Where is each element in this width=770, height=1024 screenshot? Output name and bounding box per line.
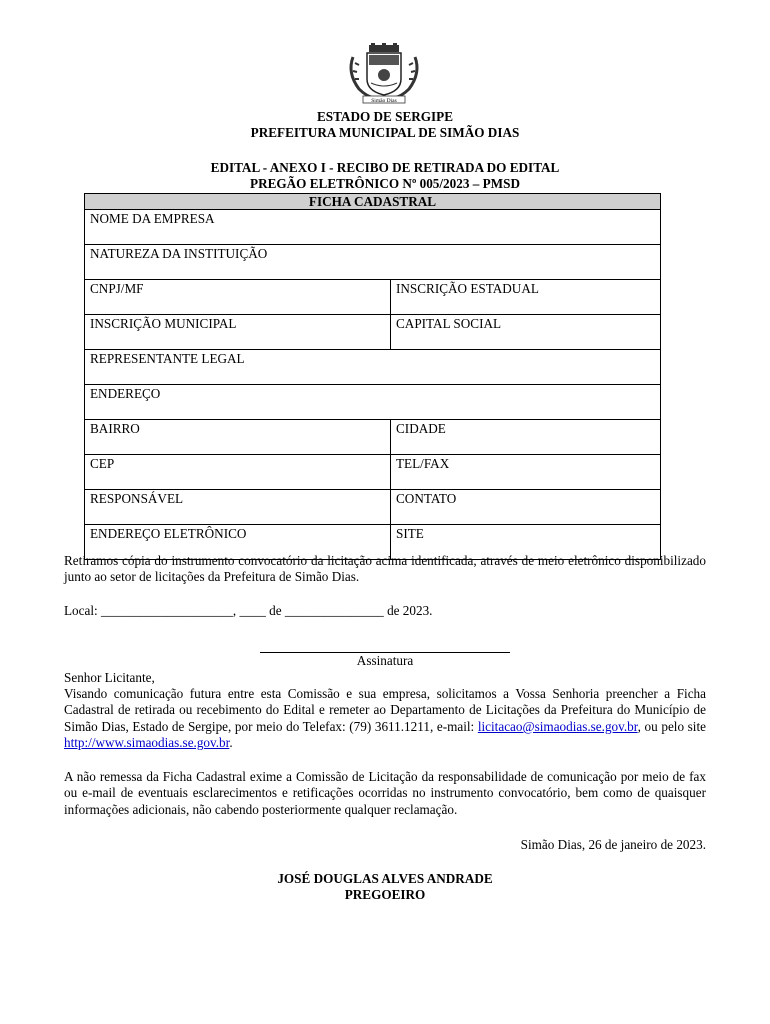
visando-text-3: . <box>229 735 233 751</box>
header-pregao: PREGÃO ELETRÔNICO Nº 005/2023 – PMSD <box>250 176 520 191</box>
field-site[interactable]: SITE <box>391 525 661 560</box>
field-cep[interactable]: CEP <box>85 455 391 490</box>
header-state: ESTADO DE SERGIPE <box>316 109 454 124</box>
field-capital-social[interactable]: CAPITAL SOCIAL <box>391 315 661 350</box>
senhor-licitante: Senhor Licitante, <box>64 670 155 685</box>
field-endereco-eletronico[interactable]: ENDEREÇO ELETRÔNICO <box>85 525 391 560</box>
field-inscricao-estadual[interactable]: INSCRIÇÃO ESTADUAL <box>391 280 661 315</box>
date-line: Simão Dias, 26 de janeiro de 2023. <box>520 837 706 852</box>
site-link[interactable]: http://www.simaodias.se.gov.br <box>64 735 230 751</box>
field-representante[interactable]: REPRESENTANTE LEGAL <box>85 350 661 385</box>
visando-text-1: Visando comunicação futura entre esta Comissão e sua empresa, solicitamos a Vossa Senhoria preencher a Ficha Cadastral de retirada ou recebimento do Edital e remeter ao Departamento de Licitações da Prefeitura do Município de Simão Dias, Estado de Sergipe, por meio do Telefax: (79) 3611.1211, e-mail: <box>64 686 706 734</box>
ficha-title: FICHA CADASTRAL <box>85 194 661 210</box>
header-edital: EDITAL - ANEXO I - RECIBO DE RETIRADA DO EDITAL <box>210 160 560 175</box>
signatory-role: PREGOEIRO <box>344 887 426 902</box>
field-telfax[interactable]: TEL/FAX <box>391 455 661 490</box>
visando-text-2: , ou pelo site <box>637 718 706 734</box>
field-inscricao-municipal[interactable]: INSCRIÇÃO MUNICIPAL <box>85 315 391 350</box>
header-municipality: PREFEITURA MUNICIPAL DE SIMÃO DIAS <box>250 125 520 140</box>
field-cidade[interactable]: CIDADE <box>391 420 661 455</box>
field-cnpj[interactable]: CNPJ/MF <box>85 280 391 315</box>
email-link[interactable]: licitacao@simaodias.se.gov.br <box>477 718 638 734</box>
assinatura-label: Assinatura <box>356 653 414 668</box>
municipal-crest-logo <box>345 43 423 105</box>
visando-paragraph <box>64 686 706 752</box>
field-contato[interactable]: CONTATO <box>391 490 661 525</box>
field-endereco[interactable]: ENDEREÇO <box>85 385 661 420</box>
local-line: Local: ____________________, ____ de _______________ de 2023. <box>64 603 433 618</box>
field-bairro[interactable]: BAIRRO <box>85 420 391 455</box>
field-natureza[interactable]: NATUREZA DA INSTITUIÇÃO <box>85 245 661 280</box>
nao-remessa-paragraph: A não remessa da Ficha Cadastral exime a Comissão de Licitação da responsabilidade de comunicação por meio de fax ou e-mail de eventuais esclarecimentos e retificações ocorridas no instrumento convocatório, bem como de quaisquer informações adicionais, não cabendo posteriormente qualquer reclamação. <box>64 769 706 817</box>
signatory-name: JOSÉ DOUGLAS ALVES ANDRADE <box>277 871 493 886</box>
retiramos-paragraph: Retiramos cópia do instrumento convocatório da licitação acima identificada, através de meio eletrônico disponibilizado junto ao setor de licitações da Prefeitura de Simão Dias. <box>64 553 706 585</box>
field-nome-empresa[interactable]: NOME DA EMPRESA <box>85 210 661 245</box>
crest-banner-text: Simão Dias <box>371 98 397 104</box>
field-responsavel[interactable]: RESPONSÁVEL <box>85 490 391 525</box>
ficha-cadastral-table <box>84 193 661 560</box>
